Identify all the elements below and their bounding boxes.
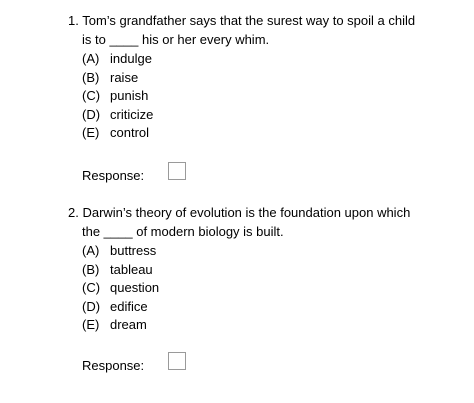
option-text: punish bbox=[110, 88, 149, 103]
option-text: tableau bbox=[110, 261, 153, 277]
question-stem-line-2: is to ____ his or her every whim. bbox=[82, 32, 270, 47]
option-text: edifice bbox=[110, 298, 148, 314]
option-letter: (D) bbox=[82, 106, 101, 122]
option-text: criticize bbox=[110, 106, 154, 122]
option-c bbox=[82, 87, 153, 106]
option-a bbox=[82, 50, 153, 69]
option-text: buttress bbox=[110, 243, 157, 258]
option-e bbox=[82, 124, 153, 143]
option-c bbox=[82, 279, 159, 298]
option-a bbox=[82, 242, 159, 261]
option-letter: (E) bbox=[82, 125, 100, 140]
option-d bbox=[82, 106, 153, 125]
option-letter: (E) bbox=[82, 317, 100, 332]
option-text: indulge bbox=[110, 51, 152, 66]
response-checkbox[interactable] bbox=[168, 162, 186, 180]
option-d bbox=[82, 298, 159, 317]
option-text: question bbox=[110, 280, 160, 295]
response-label: Response: bbox=[82, 167, 145, 183]
option-text: dream bbox=[110, 317, 147, 332]
answer-options bbox=[82, 50, 153, 143]
option-text: raise bbox=[110, 69, 139, 85]
option-e bbox=[82, 316, 159, 335]
option-letter: (A) bbox=[82, 51, 100, 66]
option-text: control bbox=[110, 125, 150, 140]
response-row bbox=[82, 166, 144, 185]
option-b bbox=[82, 69, 153, 88]
option-letter: (B) bbox=[82, 261, 100, 277]
question-stem-line-1: 2. Darwin’s theory of evolution is the foundation upon which bbox=[68, 205, 411, 220]
option-letter: (B) bbox=[82, 69, 100, 85]
question-stem-line-1: 1. Tom’s grandfather says that the surest way to spoil a child bbox=[68, 13, 416, 28]
response-checkbox[interactable] bbox=[168, 352, 186, 370]
answer-options bbox=[82, 242, 159, 335]
question-stem-line-2: the ____ of modern biology is built. bbox=[82, 224, 284, 239]
option-letter: (C) bbox=[82, 280, 101, 295]
option-letter: (A) bbox=[82, 243, 100, 258]
response-row bbox=[82, 356, 144, 375]
option-b bbox=[82, 261, 159, 280]
option-letter: (C) bbox=[82, 88, 101, 103]
response-label: Response: bbox=[82, 357, 145, 373]
option-letter: (D) bbox=[82, 298, 101, 314]
